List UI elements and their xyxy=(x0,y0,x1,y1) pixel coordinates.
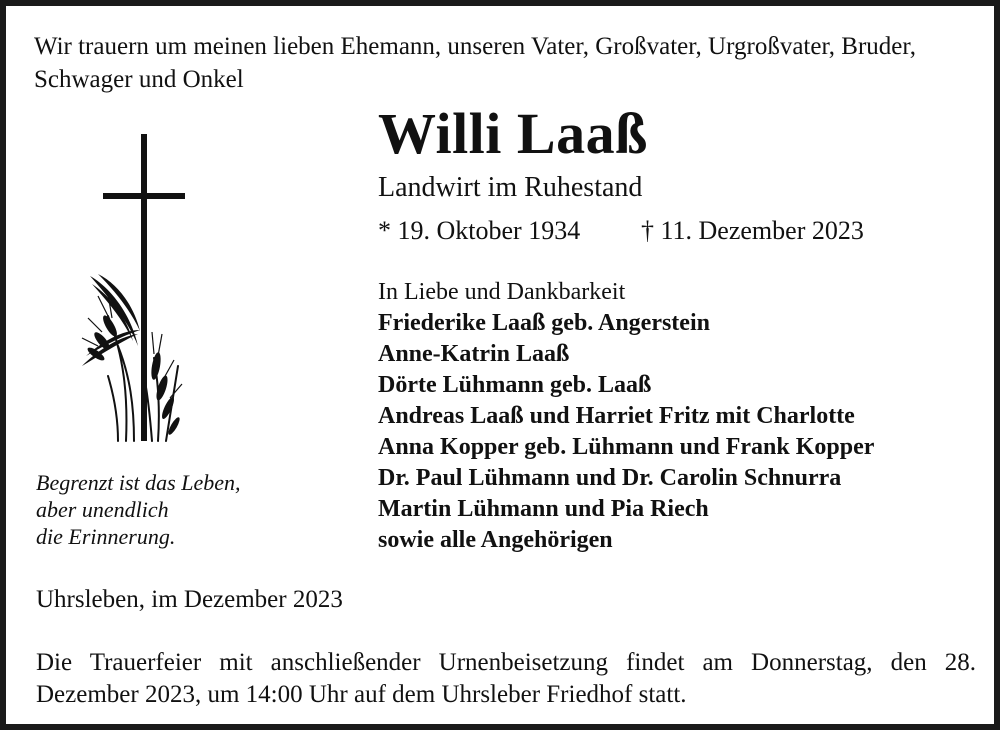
birth-date: * 19. Oktober 1934 xyxy=(378,216,581,245)
deceased-name: Willi Laaß xyxy=(378,101,648,166)
mourner-item: sowie alle Angehörigen xyxy=(378,527,613,553)
deceased-occupation: Landwirt im Ruhestand xyxy=(378,172,643,203)
quote-line: Begrenzt ist das Leben, xyxy=(36,470,241,495)
mourner-item: Martin Lühmann und Pia Riech xyxy=(378,496,709,522)
place-and-date: Uhrsleben, im Dezember 2023 xyxy=(36,586,343,613)
quote-line: aber unendlich xyxy=(36,497,169,522)
memorial-quote xyxy=(36,469,241,550)
mourners-list xyxy=(378,308,874,556)
cross-with-wheat-icon xyxy=(78,126,198,446)
mourner-item: Friederike Laaß geb. Angerstein xyxy=(378,310,710,336)
mourner-item: Dörte Lühmann geb. Laaß xyxy=(378,372,652,398)
dedication-text: In Liebe und Dankbarkeit xyxy=(378,279,626,305)
death-date: † 11. Dezember 2023 xyxy=(641,216,864,245)
mourner-item: Dr. Paul Lühmann und Dr. Carolin Schnurra xyxy=(378,465,842,491)
mourner-item: Anne-Katrin Laaß xyxy=(378,341,570,367)
quote-line: die Erinnerung. xyxy=(36,524,176,549)
mourner-item: Andreas Laaß und Harriet Fritz mit Charlotte xyxy=(378,403,855,429)
funeral-notice: Die Trauerfeier mit anschließender Urnenbeisetzung findet am Donnerstag, den 28. Dezember 2023, um 14:00 Uhr auf dem Uhrsleber Friedhof statt. xyxy=(36,649,976,708)
intro-text: Wir trauern um meinen lieben Ehemann, unseren Vater, Großvater, Urgroßvater, Bruder, Schwager und Onkel xyxy=(34,33,916,93)
mourner-item: Anna Kopper geb. Lühmann und Frank Kopper xyxy=(378,434,875,460)
